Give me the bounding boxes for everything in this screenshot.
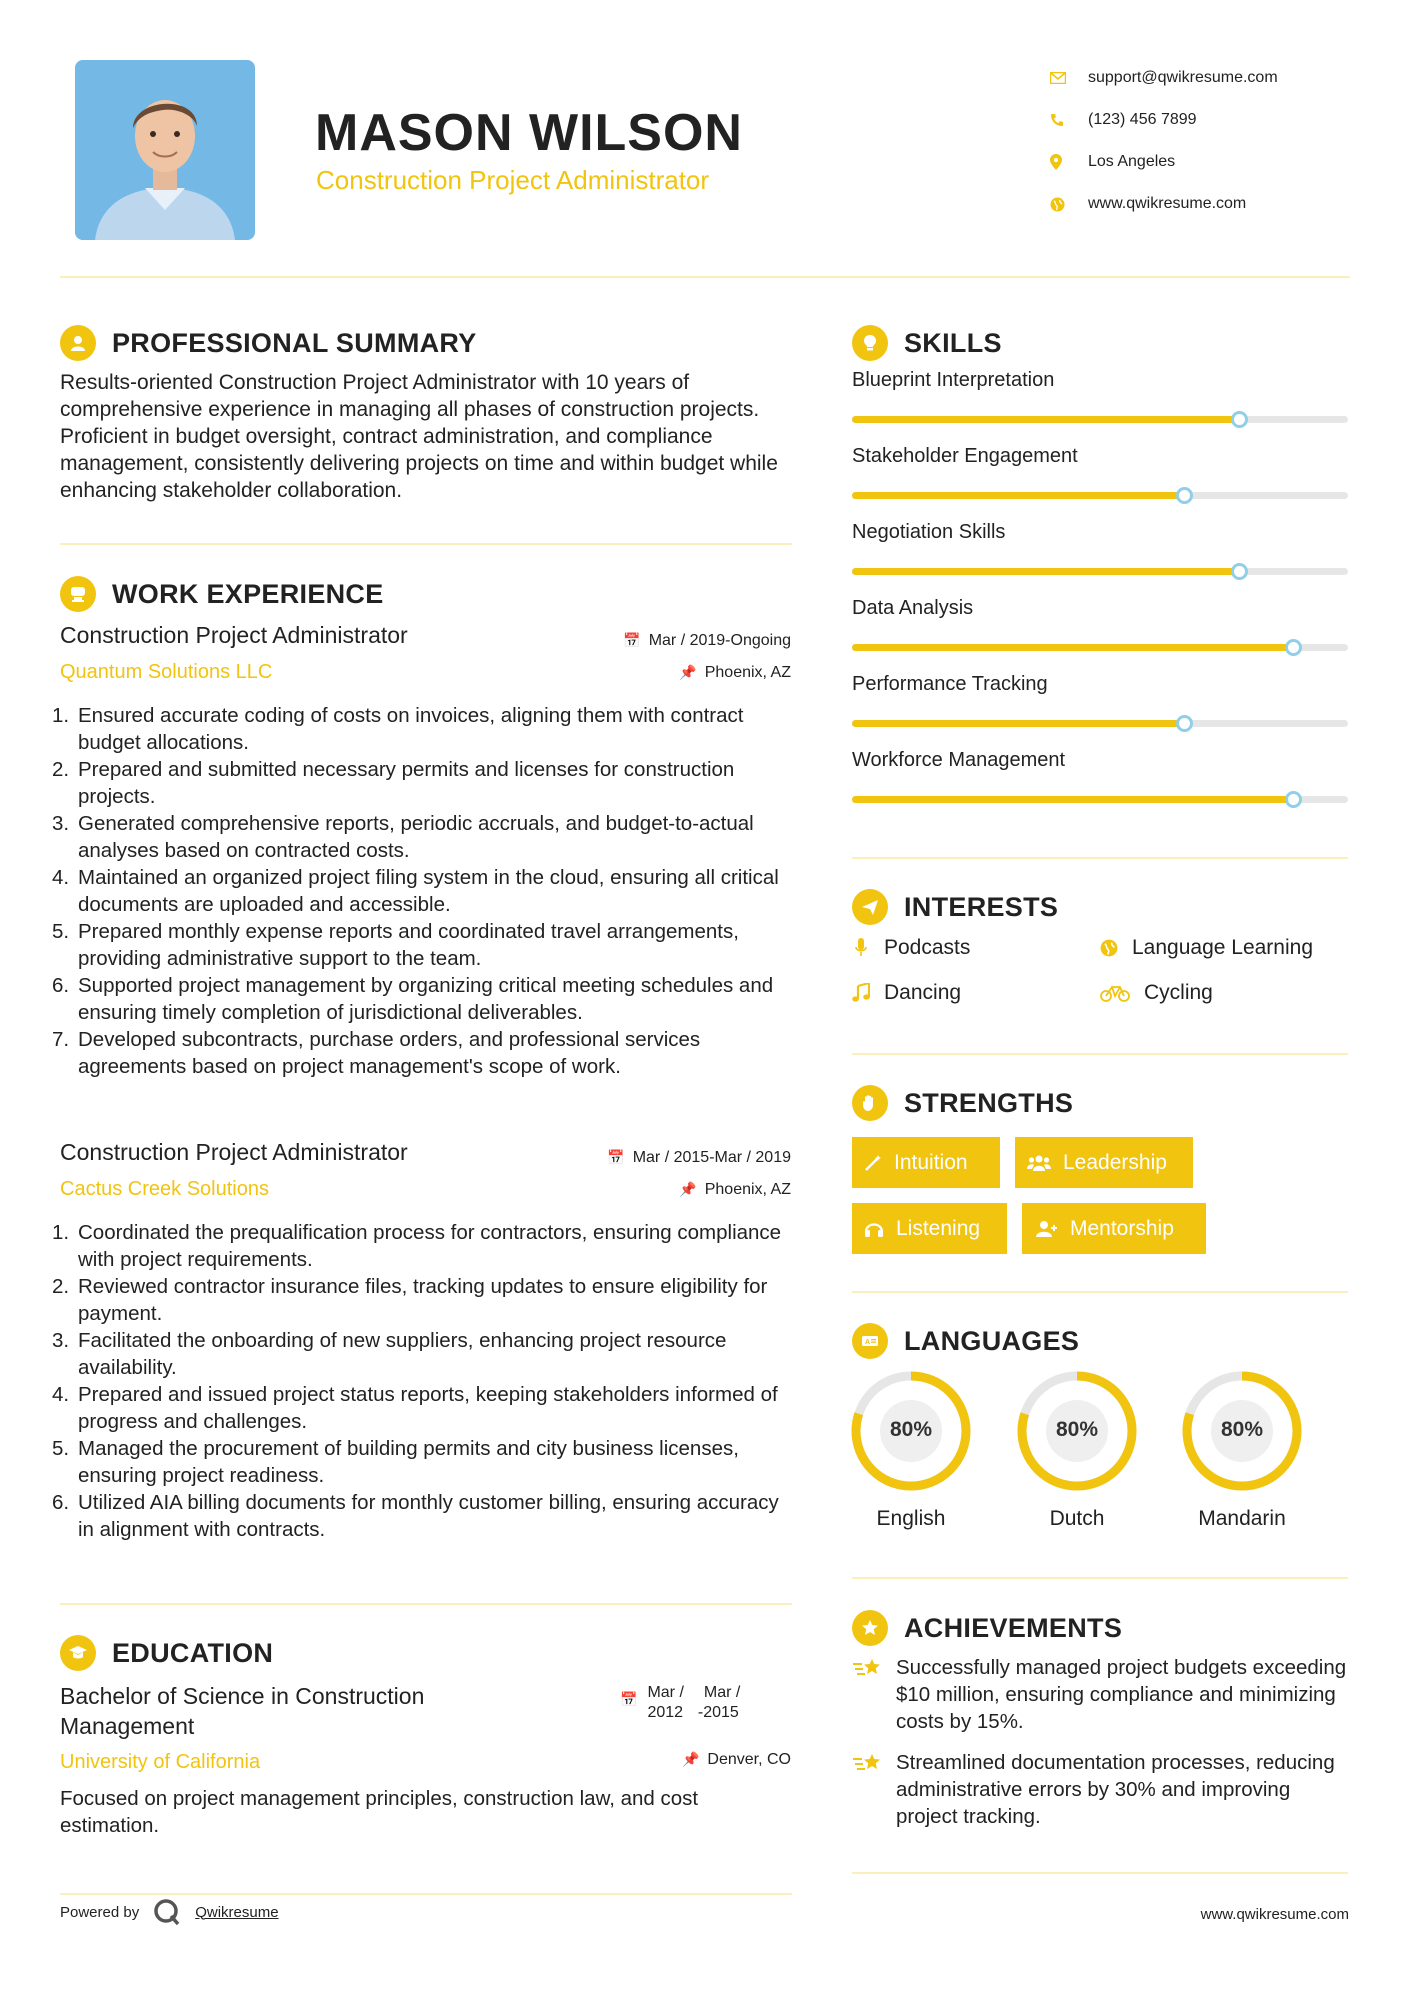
envelope-icon	[1050, 72, 1088, 84]
job-location	[679, 1181, 791, 1199]
list-item: 4. Maintained an organized project filing system in the cloud, ensuring all critical documents are uploaded and accessible.	[52, 866, 779, 916]
list-item: 4. Prepared and issued project status reports, keeping stakeholders informed of progress and challenges.	[52, 1383, 778, 1433]
strength-badge-mentorship	[1022, 1203, 1206, 1254]
headphones-icon	[864, 1220, 884, 1238]
list-item-text: Prepared monthly expense reports and coordinated travel arrangements, providing administrative support to the team.	[78, 920, 739, 970]
achievement-item	[852, 1749, 1352, 1830]
contact-location	[1050, 141, 1370, 183]
education-heading	[60, 1635, 273, 1671]
user-icon	[60, 325, 96, 361]
list-item: 5. Managed the procurement of building permits and city business licenses, ensuring project readiness.	[52, 1437, 739, 1487]
strengths-heading	[852, 1085, 1073, 1121]
achievements-heading	[852, 1610, 1122, 1646]
date-start-month: Mar /	[647, 1684, 684, 1701]
interest-dancing	[852, 981, 961, 1005]
skill-bar	[852, 796, 1348, 803]
education-location	[682, 1751, 791, 1769]
achievement-item	[852, 1654, 1352, 1735]
job-date-text: Mar / 2015-Mar / 2019	[632, 1149, 791, 1166]
hand-icon	[852, 1085, 888, 1121]
calendar-icon: 📅	[607, 1149, 625, 1165]
skill-label: Blueprint Interpretation	[852, 369, 1055, 391]
list-item: 5. Prepared monthly expense reports and coordinated travel arrangements, providing administrative support to the team.	[52, 920, 739, 970]
job-location-text: Phoenix, AZ	[704, 1181, 791, 1198]
skill-bar-fill	[852, 644, 1293, 651]
skill-bar	[852, 720, 1348, 727]
list-item-text: Coordinated the prequalification process for contractors, ensuring compliance with project requirements.	[78, 1221, 782, 1271]
skill-bar	[852, 492, 1348, 499]
list-item-text: Prepared and issued project status reports, keeping stakeholders informed of progress and challenges.	[78, 1383, 778, 1433]
skill-bar-fill	[852, 416, 1239, 423]
list-item-text: Ensured accurate coding of costs on invoices, aligning them with contract budget allocations.	[78, 704, 744, 754]
list-item-text: Supported project management by organizing critical meeting schedules and ensuring timely completion of jurisdictional deliverables.	[78, 974, 774, 1024]
language-percent: 80%	[889, 1418, 933, 1441]
list-item-text: Maintained an organized project filing system in the cloud, ensuring all critical documents are uploaded and accessible.	[78, 866, 779, 916]
date-separator: -	[697, 1704, 704, 1721]
language-icon	[852, 1323, 888, 1359]
strengths-title: STRENGTHS	[904, 1087, 1074, 1118]
summary-text: Results-oriented Construction Project Administrator with 10 years of comprehensive experience in managing all phases of construction projects. Proficient in budget oversight, contract administration, and compliance management, consistently delivering projects on time and within budget while enhancing stakeholder collaboration.	[60, 371, 778, 502]
location-pin-icon	[1050, 154, 1088, 170]
footer-powered-by	[60, 1898, 279, 1926]
education-date	[620, 1683, 740, 1723]
skill-label: Stakeholder Engagement	[852, 445, 1078, 467]
skills-title: SKILLS	[904, 327, 1002, 358]
skill-bar	[852, 568, 1348, 575]
interest-label: Language Learning	[1132, 936, 1314, 959]
interest-language-learning	[1100, 936, 1313, 960]
skill-bar-knob	[1231, 563, 1248, 580]
strengths-divider	[852, 1291, 1348, 1293]
language-name: Mandarin	[1198, 1507, 1286, 1530]
date-start-year: 2012	[647, 1704, 684, 1721]
list-item: 6. Utilized AIA billing documents for monthly customer billing, ensuring accuracy in alignment with contracts.	[52, 1491, 779, 1541]
job-bullets	[52, 1219, 792, 1543]
list-item-text: Generated comprehensive reports, periodic accruals, and budget-to-actual analyses based on contracted costs.	[78, 812, 754, 862]
skill-bar-fill	[852, 492, 1184, 499]
list-item: 3. Facilitated the onboarding of new suppliers, enhancing project resource availability.	[52, 1329, 727, 1379]
contact-website[interactable]	[1050, 183, 1370, 225]
strength-label: Listening	[896, 1216, 981, 1240]
skill-bar-fill	[852, 720, 1184, 727]
list-item: 3. Generated comprehensive reports, periodic accruals, and budget-to-actual analyses based on contracted costs.	[52, 812, 754, 862]
interest-podcasts	[852, 936, 970, 960]
skill-bar	[852, 416, 1348, 423]
interest-label: Podcasts	[884, 936, 971, 959]
list-item: 2. Reviewed contractor insurance files, tracking updates to ensure eligibility for payment.	[52, 1275, 768, 1325]
strength-badge-listening	[852, 1203, 1007, 1254]
bicycle-icon	[1100, 984, 1130, 1002]
skill-label: Performance Tracking	[852, 673, 1048, 695]
degree-line-1: Bachelor of Science in Construction	[60, 1683, 425, 1709]
contact-phone[interactable]	[1050, 99, 1370, 141]
list-item: 2. Prepared and submitted necessary permits and licenses for construction projects.	[52, 758, 735, 808]
languages-title: LANGUAGES	[904, 1325, 1080, 1356]
education-location-text: Denver, CO	[707, 1751, 791, 1768]
interests-divider	[852, 1053, 1348, 1055]
date-end-month: Mar /	[703, 1684, 741, 1701]
globe-icon	[1050, 197, 1088, 212]
contact-phone-text: (123) 456 7899	[1088, 111, 1197, 128]
pin-icon: 📌	[679, 1181, 697, 1197]
achievements-title: ACHIEVEMENTS	[904, 1612, 1123, 1643]
education-date-end	[698, 1683, 740, 1723]
skill-bar-fill	[852, 568, 1239, 575]
job-date	[623, 632, 791, 650]
shooting-star-icon	[852, 1654, 896, 1735]
experience-title: WORK EXPERIENCE	[112, 578, 384, 609]
interest-cycling	[1100, 981, 1213, 1005]
profile-photo	[75, 60, 255, 240]
skill-bar-knob	[1176, 715, 1193, 732]
language-name: English	[876, 1507, 946, 1530]
contact-location-text: Los Angeles	[1088, 153, 1176, 170]
interest-label: Dancing	[884, 981, 962, 1004]
strength-label: Mentorship	[1070, 1216, 1174, 1240]
paper-plane-icon	[852, 889, 888, 925]
degree-title	[60, 1681, 424, 1741]
job-location-text: Phoenix, AZ	[704, 664, 791, 681]
education-divider	[60, 1893, 792, 1895]
school-name: University of California	[60, 1751, 261, 1773]
skill-bar-knob	[1176, 487, 1193, 504]
phone-icon	[1050, 113, 1088, 127]
qwikresume-link[interactable]: Qwikresume	[195, 1903, 279, 1921]
job-date	[607, 1149, 791, 1167]
briefcase-icon	[60, 576, 96, 612]
experience-heading	[60, 576, 384, 612]
star-badge-icon	[852, 1610, 888, 1646]
strength-label: Leadership	[1063, 1150, 1167, 1174]
skill-bar-knob	[1231, 411, 1248, 428]
degree-line-2: Management	[60, 1713, 195, 1739]
languages-divider	[852, 1577, 1348, 1579]
job-bullets	[52, 702, 792, 1080]
strength-label: Intuition	[894, 1150, 968, 1174]
achievements-divider	[852, 1872, 1348, 1874]
list-item: 1. Ensured accurate coding of costs on invoices, aligning them with contract budget allocations.	[52, 704, 744, 754]
skill-bar	[852, 644, 1348, 651]
globe-icon	[1100, 938, 1118, 958]
lightbulb-icon	[852, 325, 888, 361]
contact-email-text: support@qwikresume.com	[1088, 69, 1278, 86]
user-plus-icon	[1034, 1220, 1058, 1238]
language-percent: 80%	[1055, 1418, 1099, 1441]
interests-heading	[852, 889, 1058, 925]
skill-label: Negotiation Skills	[852, 521, 1006, 543]
contact-list	[1050, 57, 1370, 225]
achievement-text: Streamlined documentation processes, reducing administrative errors by 30% and improving project tracking.	[896, 1751, 1335, 1828]
contact-website-text: www.qwikresume.com	[1088, 195, 1247, 212]
footer-url[interactable]: www.qwikresume.com	[1200, 1906, 1349, 1923]
calendar-icon: 📅	[623, 632, 641, 648]
magic-wand-icon	[864, 1154, 882, 1172]
music-note-icon	[852, 983, 870, 1003]
strength-badge-leadership	[1015, 1137, 1193, 1188]
job-title: Construction Project Administrator	[60, 622, 408, 648]
skills-heading	[852, 325, 1002, 361]
summary-heading	[60, 325, 477, 361]
achievement-text: Successfully managed project budgets exceeding $10 million, ensuring compliance and minimizing costs by 15%.	[896, 1656, 1347, 1733]
shooting-star-icon	[852, 1749, 896, 1830]
education-title: EDUCATION	[112, 1637, 274, 1668]
svg-text:A: A	[865, 1339, 871, 1346]
languages-heading	[852, 1323, 1079, 1359]
summary-divider	[60, 543, 792, 545]
summary-title: PROFESSIONAL SUMMARY	[112, 327, 477, 358]
pin-icon: 📌	[681, 1751, 700, 1767]
graduation-icon	[60, 1635, 96, 1671]
list-item-text: Facilitated the onboarding of new suppliers, enhancing project resource availability.	[78, 1329, 727, 1379]
list-item-text: Developed subcontracts, purchase orders, and professional services agreements based on project management's scope of work.	[78, 1028, 701, 1078]
list-item-text: Utilized AIA billing documents for monthly customer billing, ensuring accuracy in alignment with contracts.	[78, 1491, 779, 1541]
microphone-icon	[852, 938, 870, 958]
candidate-name: MASON WILSON	[315, 104, 743, 162]
qwikresume-logo-icon	[153, 1898, 181, 1926]
skill-bar-fill	[852, 796, 1293, 803]
education-text: Focused on project management principles, construction law, and cost estimation.	[60, 1787, 699, 1837]
list-item: 6. Supported project management by organizing critical meeting schedules and ensuring timely completion of jurisdictional deliverables.	[52, 974, 774, 1024]
users-icon	[1027, 1154, 1051, 1172]
header-divider	[60, 276, 1350, 278]
calendar-icon: 📅	[620, 1691, 638, 1707]
interests-title: INTERESTS	[904, 891, 1059, 922]
job-location	[679, 664, 791, 682]
skills-divider	[852, 857, 1348, 859]
candidate-role: Construction Project Administrator	[316, 165, 710, 195]
job-company: Quantum Solutions LLC	[60, 661, 273, 683]
list-item: 7. Developed subcontracts, purchase orders, and professional services agreements based on project management's scope of work.	[52, 1028, 701, 1078]
strength-badge-intuition	[852, 1137, 1000, 1188]
language-name: Dutch	[1049, 1507, 1105, 1530]
list-item: 1. Coordinated the prequalification process for contractors, ensuring compliance with project requirements.	[52, 1221, 782, 1271]
job-date-text: Mar / 2019-Ongoing	[648, 632, 791, 649]
list-item-text: Reviewed contractor insurance files, tracking updates to ensure eligibility for payment.	[78, 1275, 768, 1325]
skill-bar-knob	[1285, 791, 1302, 808]
interest-label: Cycling	[1144, 981, 1213, 1004]
profile-photo-image	[75, 60, 255, 240]
skill-label: Workforce Management	[852, 749, 1066, 771]
job-company: Cactus Creek Solutions	[60, 1178, 269, 1200]
powered-by-label: Powered by	[60, 1903, 140, 1921]
experience-divider	[60, 1603, 792, 1605]
skill-bar-knob	[1285, 639, 1302, 656]
pin-icon: 📌	[679, 664, 697, 680]
skill-label: Data Analysis	[852, 597, 974, 619]
education-date-start	[647, 1683, 683, 1723]
list-item-text: Prepared and submitted necessary permits and licenses for construction projects.	[78, 758, 735, 808]
list-item-text: Managed the procurement of building permits and city business licenses, ensuring project readiness.	[78, 1437, 739, 1487]
date-end-year: 2015	[703, 1704, 739, 1721]
contact-email[interactable]	[1050, 57, 1370, 99]
job-title: Construction Project Administrator	[60, 1139, 408, 1165]
language-percent: 80%	[1220, 1418, 1264, 1441]
